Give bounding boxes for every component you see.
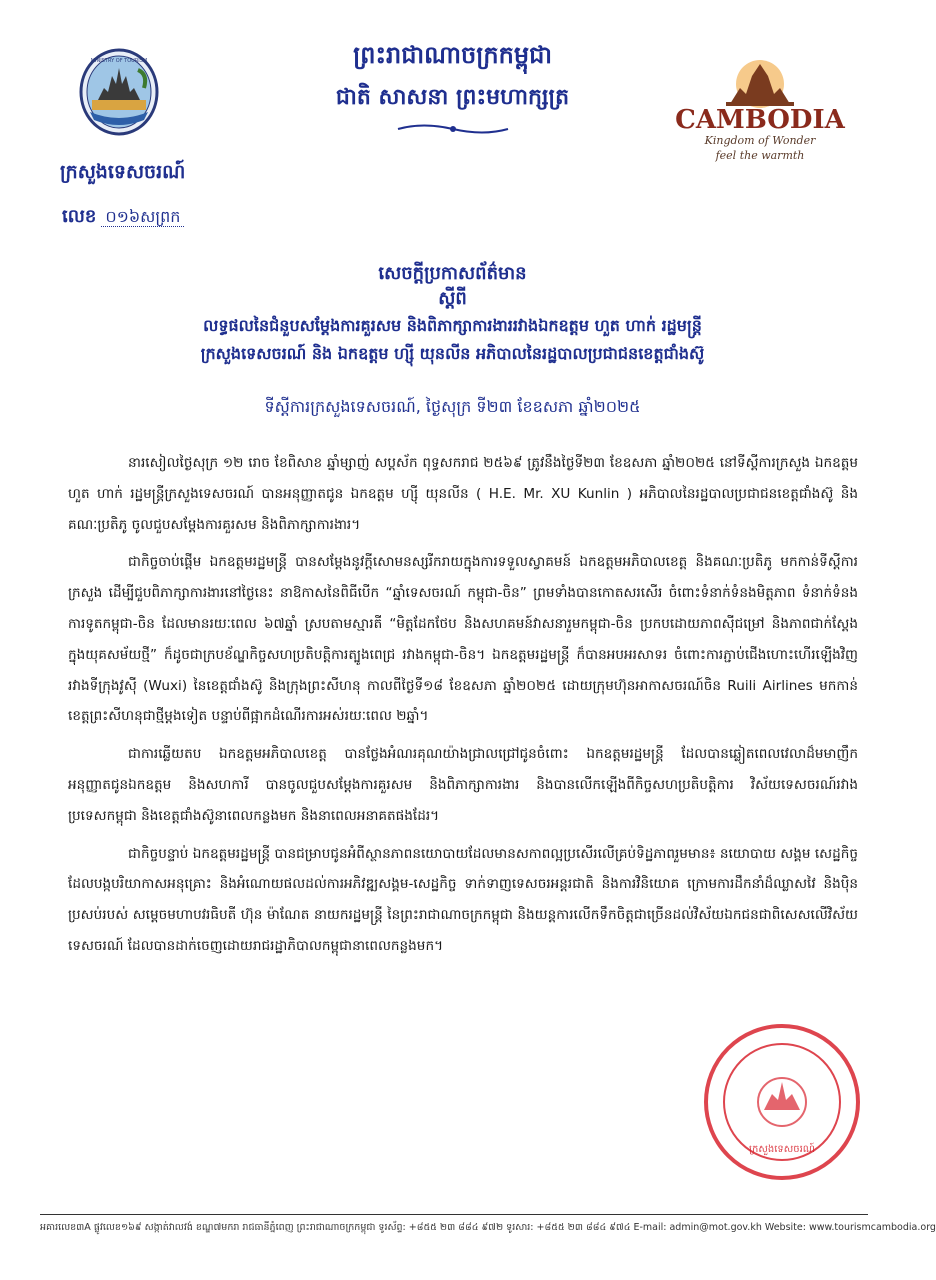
ornament-divider-icon (393, 122, 513, 136)
title-line-1: សេចក្តីប្រកាសព័ត៌មាន (378, 263, 527, 284)
brand-name: CAMBODIA (675, 105, 845, 135)
footer-website[interactable]: Website: www.tourismcambodia.org (764, 1222, 936, 1233)
reference-number (62, 204, 184, 231)
title-line-3: លទ្ធផលនៃជំនួបសម្តែងការគួរសម និងពិភាក្សាការងាររវាងឯកឧត្តម ហួត ហាក់ រដ្ឋមន្រ្តី (203, 316, 702, 335)
seal-text: ក្រសួងទេសចរណ៍ (749, 1144, 815, 1155)
ministry-logo-icon (78, 48, 160, 140)
official-seal-icon (700, 1020, 865, 1185)
press-release-body (68, 448, 858, 969)
reference-label: លេខ (62, 206, 97, 227)
footer-contact (40, 1214, 936, 1235)
footer-address: អគារលេខ៣A ផ្លូវលេខ១៦៩ សង្កាត់វាលវង់ ខណ្ឌ៧មករា រាជធានីភ្នំពេញ ព្រះរាជាណាចក្រកម្ពុជា ទូរស័ព្ទ: +៨៥៥ ២៣ ៨៨៤ ៩៧២ ទូរសារ: +៨៥៥ ២៣ ៨៨៤ ៩៧៤ (40, 1222, 631, 1233)
ministry-logo-text: MINISTRY OF TOURISM (90, 58, 148, 64)
place-date: ទីស្តីការក្រសួងទេសចរណ៍, ថ្ងៃសុក្រ ទី២៣ ខែឧសភា ឆ្នាំ២០២៥ (264, 397, 641, 416)
paragraph-1: នារសៀលថ្ងៃសុក្រ ១២ រោច ខែពិសាខ ឆ្នាំម្សាញ់ សប្តស័ក ពុទ្ធសករាជ ២៥៦៩ ត្រូវនឹងថ្ងៃទី២៣ ខែឧសភា ឆ្នាំ២០២៥ នៅទីស្តីការក្រសួង ឯកឧត្តម ហួត ហាក់ រដ្ឋមន្ត្រីក្រសួងទេសចរណ៍ បានអនុញ្ញាតជូន ឯកឧត្តម ហ្ស៊ី យុនលីន ( H.E. Mr. XU Kunlin ) អភិបាលនៃរដ្ឋបាលប្រជាជនខេត្តជាំងស៊ូ និងគណៈប្រតិភូ ចូលជួបសម្តែងការគួរសម និងពិភាក្សាការងារ។ (68, 455, 858, 533)
press-release-title (55, 262, 850, 368)
reference-value: ០១៦សព្រក (101, 207, 184, 227)
brand-tagline-1: Kingdom of Wonder (704, 134, 816, 147)
cambodia-brand-logo (660, 58, 860, 168)
kingdom-header (250, 38, 655, 136)
paragraph-3: ជាការឆ្លើយតប ឯកឧត្តមអភិបាលខេត្ត បានថ្លែងអំណរគុណយ៉ាងជ្រាលជ្រៅជូនចំពោះ ឯកឧត្តមរដ្ឋមន្ត្រី ដែលបានឆ្លៀតពេលវេលាដ៏មមាញឹកអនុញ្ញាតជូនឯកឧត្តម និងសហការី បានចូលជួបសម្តែងការគួរសម និងពិភាក្សាការងារ និងបានលើកឡើងពីកិច្ចសហប្រតិបត្តិការ វិស័យទេសចរណ៍រវាងប្រទេសកម្ពុជា និងខេត្តជាំងស៊ូនាពេលកន្លងមក និងនាពេលអនាគតផងដែរ។ (68, 746, 858, 824)
brand-tagline-2: feel the warmth (715, 149, 805, 162)
paragraph-4: ជាកិច្ចបន្ទាប់ ឯកឧត្តមរដ្ឋមន្ត្រី បានជម្រាបជូនអំពីស្ថានភាពនយោបាយដែលមានសកាពល្អប្រសើរលើគ្រប់ទិដ្ឋភាពរួមមាន៖ នយោបាយ សង្គម សេដ្ឋកិច្ច ដែលបង្កបរិយាកាសអនុគ្រោះ និងអំណោយផលដល់ការអភិវឌ្ឍសង្គម-សេដ្ឋកិច្ច ទាក់ទាញទេសចរអន្តរជាតិ និងការវិនិយោគ ក្រោមការដឹកនាំដ៏ឈ្លាសវៃ និងប៉ិនប្រសប់របស់ សម្តេចមហាបវរធិបតី ហ៊ុន ម៉ាណែត នាយករដ្ឋមន្ត្រី នៃព្រះរាជាណាចក្រកម្ពុជា និងយន្តការលើកទឹកចិត្តជាច្រើនដល់វិស័យឯកជនជាពិសេសលើវិស័យទេសចរណ៍ ដែលបានដាក់ចេញដោយរាជរដ្ឋាភិបាលកម្ពុជានាពេលកន្លងមក។ (68, 845, 858, 954)
title-line-4: ក្រសួងទេសចរណ៍ និង ឯកឧត្តម ហ្ស៊ី យុនលីន អភិបាលនៃរដ្ឋបាលប្រជាជនខេត្តជាំងស៊ូ (200, 344, 705, 363)
paragraph-2: ជាកិច្ចចាប់ផ្តើម ឯកឧត្តមរដ្ឋមន្ត្រី បានសម្តែងនូវក្តីសោមនស្សរីករាយក្នុងការទទួលស្វាគមន៍ ឯកឧត្តមអភិបាលខេត្ត និងគណៈប្រតិភូ មកកាន់ទីស្តីការក្រសួង ដើម្បីជួបពិភាក្សាការងារនៅថ្ងៃនេះ នាឱកាសនៃពិធីបើក “ឆ្នាំទេសចរណ៍ កម្ពុជា-ចិន” ព្រមទាំងបានកោតសរសើរ ចំពោះទំនាក់ទំនងមិត្តភាព ទំនាក់ទំនងការទូតកម្ពុជា-ចិន ដែលមានរយៈពេល ៦៧ឆ្នាំ ស្របតាមស្មារតី “មិត្តដែកថែប និងសហគមន៍វាសនារួមកម្ពុជា-ចិន ប្រកបដោយភាពស៊ីជម្រៅ និងភាពជាក់ស្តែង ក្នុងយុគសម័យថ្មី” ក៏ដូចជាក្របខ័ណ្ឌកិច្ចសហប្រតិបត្តិការត្បូងពេជ្រ រវាងកម្ពុជា-ចិន។ ឯកឧត្តមរដ្ឋមន្ត្រី ក៏បានអបអរសាទរ ចំពោះការភ្ជាប់ជើងហោះហើរឡើងវិញរវាងទីក្រុងវូស៊ី (Wuxi) នៃខេត្តជាំងស៊ូ និងក្រុងព្រះសីហនុ កាលពីថ្ងៃទី១៨ ខែឧសភា ឆ្នាំ២០២៥ ដោយក្រុមហ៊ុនអាកាសចរណ៍ចិន Ruili Airlines មកកាន់ខេត្តព្រះសីហនុជាថ្មីម្តងទៀត បន្ទាប់ពីផ្អាកដំណើរការអស់រយៈពេល ២ឆ្នាំ។ (68, 554, 858, 725)
national-motto: ជាតិ សាសនា ព្រះមហាក្សត្រ (335, 85, 570, 110)
kingdom-title: ព្រះរាជាណាចក្រកម្ពុជា (353, 41, 552, 69)
footer-email[interactable]: E-mail: admin@mot.gov.kh (633, 1222, 762, 1233)
title-line-2: ស្តីពី (438, 288, 467, 309)
ministry-name: ក្រសួងទេសចរណ៍ (60, 161, 186, 183)
